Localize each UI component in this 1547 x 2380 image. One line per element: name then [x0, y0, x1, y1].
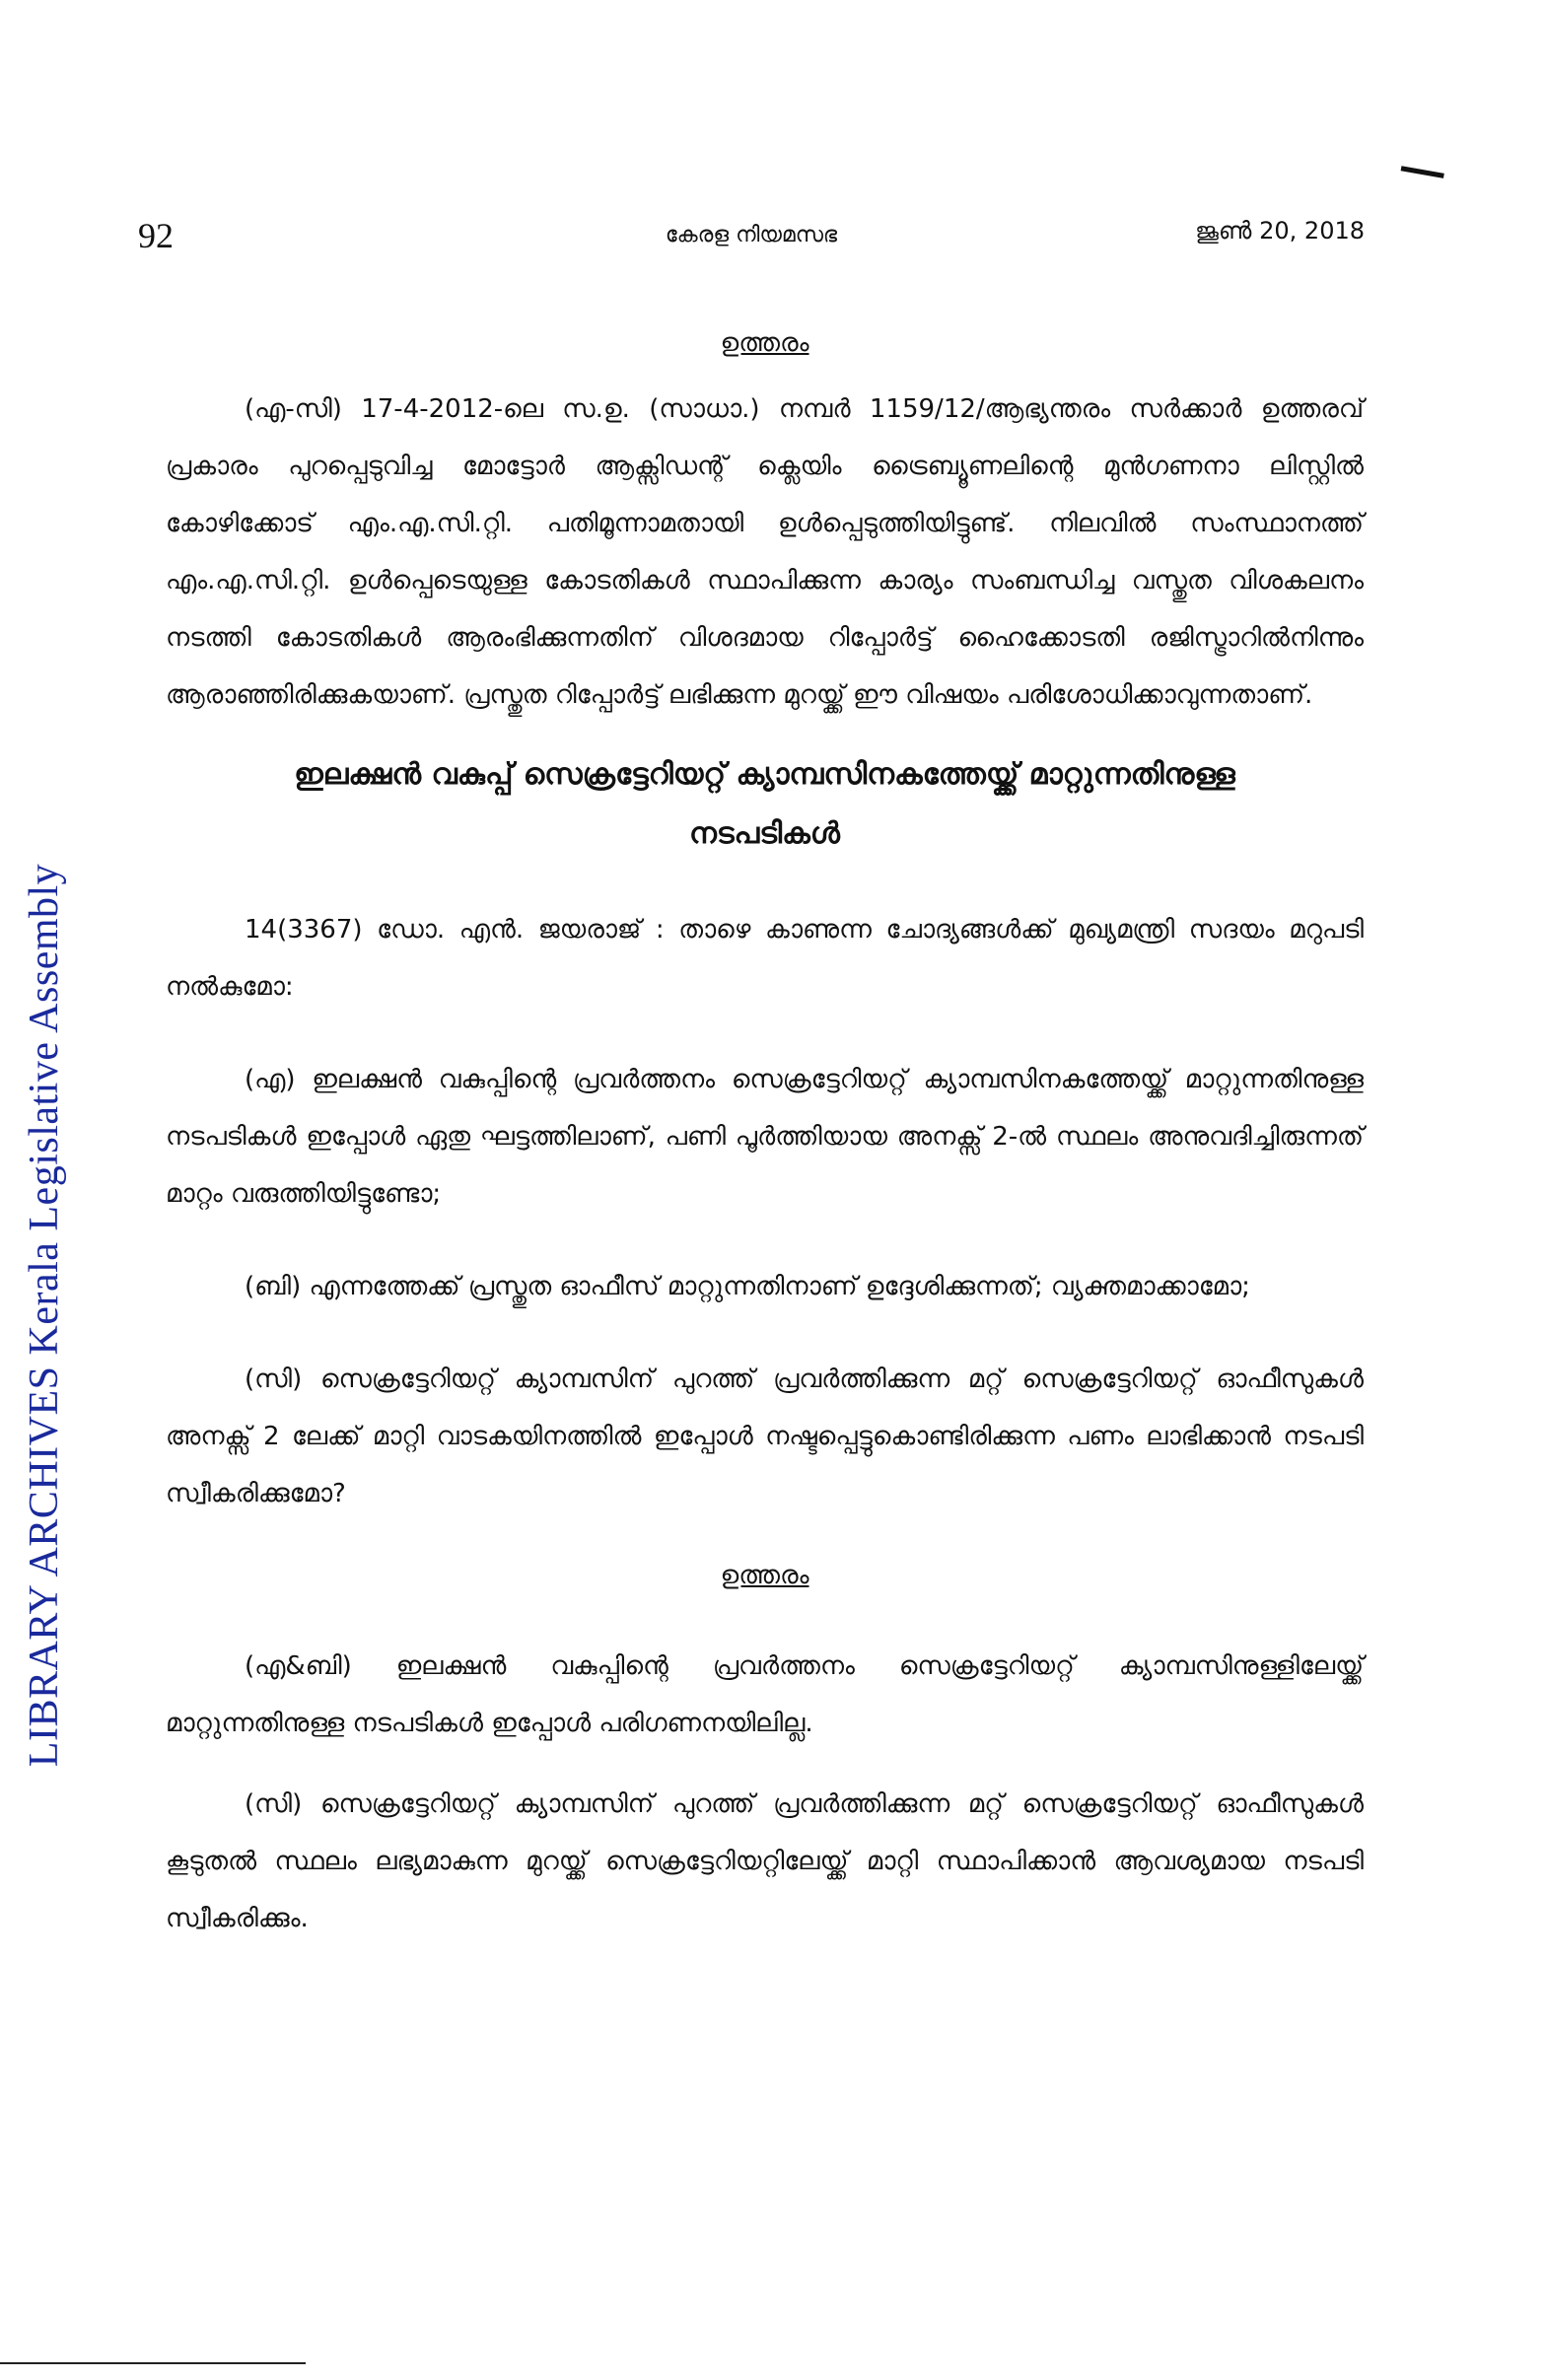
question-title-line-2: നടപടികൾ: [689, 816, 840, 852]
answer-heading: ഉത്തരം: [720, 1561, 809, 1591]
question-title: [166, 745, 1364, 864]
question-part-c: (സി) സെക്രട്ടേറിയറ്റ് ക്യാമ്പസിന് പുറത്ത് പ്രവർത്തിക്കുന്ന മറ്റ് സെക്രട്ടേറിയറ്റ് ഓഫീസുകൾ അനക്സ് 2 ലേക്ക് മാറ്റി വാടകയിനത്തിൽ ഇപ്പോൾ നഷ്ടപ്പെട്ടുകൊണ്ടിരിക്കുന്ന പണം ലാഭിക്കാൻ നടപടി സ്വീകരിക്കുമോ?: [166, 1365, 1364, 1509]
page-number: 92: [138, 216, 174, 255]
question-part-b: (ബി) എന്നത്തേക്ക് പ്രസ്തുത ഓഫീസ് മാറ്റുന്നതിനാണ് ഉദ്ദേശിക്കുന്നത്; വ്യക്തമാക്കാമോ;: [245, 1272, 1250, 1302]
archive-watermark: LIBRARY ARCHIVES Kerala Legislative Assembly: [22, 863, 67, 1768]
previous-answer-text: (എ-സി) 17-4-2012-ലെ സ.ഉ. (സാധാ.) നമ്പർ 1159/12/ആഭ്യന്തരം സർക്കാർ ഉത്തരവ് പ്രകാരം പുറപ്പെടുവിച്ച മോട്ടോർ ആക്സിഡന്റ് ക്ലെയിം ട്രൈബ്യൂണലിന്റെ മുൻഗണനാ ലിസ്റ്റിൽ കോഴിക്കോട് എം.എ.സി.റ്റി. പതിമൂന്നാമതായി ഉൾപ്പെടുത്തിയിട്ടുണ്ട്. നിലവിൽ സംസ്ഥാനത്ത് എം.എ.സി.റ്റി. ഉൾപ്പെടെയുള്ള കോടതികൾ സ്ഥാപിക്കുന്ന കാര്യം സംബന്ധിച്ച വസ്തുത വിശകലനം നടത്തി കോടതികൾ ആരംഭിക്കുന്നതിന് വിശദമായ റിപ്പോർട്ട് ഹൈക്കോടതി രജിസ്ട്രാറിൽനിന്നും ആരാഞ്ഞിരിക്കുകയാണ്. പ്രസ്തുത റിപ്പോർട്ട് ലഭിക്കുന്ന മുറയ്ക്ക് ഈ വിഷയം പരിശോധിക്കാവുന്നതാണ്.: [166, 394, 1364, 711]
header-date: ജൂൺ 20, 2018: [1195, 217, 1365, 245]
question-intro: 14(3367) ഡോ. എൻ. ജയരാജ് : താഴെ കാണുന്ന ചോദ്യങ്ങൾക്ക് മുഖ്യമന്ത്രി സദയം മറുപടി നൽകുമോ:: [166, 915, 1364, 1003]
corner-mark: [1399, 166, 1444, 185]
footer-rule: [0, 2362, 306, 2364]
question-part-a: (എ) ഇലക്ഷൻ വകുപ്പിന്റെ പ്രവർത്തനം സെക്രട്ടേറിയറ്റ് ക്യാമ്പസിനകത്തേയ്ക്ക് മാറ്റുന്നതിനുള്ള നടപടികൾ ഇപ്പോൾ ഏതു ഘട്ടത്തിലാണ്, പണി പൂർത്തിയായ അനക്സ് 2-ൽ സ്ഥലം അനുവദിച്ചിരുന്നത് മാറ്റം വരുത്തിയിട്ടുണ്ടോ;: [166, 1065, 1364, 1210]
answer-part-ab: (എ&ബി) ഇലക്ഷൻ വകുപ്പിന്റെ പ്രവർത്തനം സെക്രട്ടേറിയറ്റ് ക്യാമ്പസിനുള്ളിലേയ്ക്ക് മാറ്റുന്നതിനുള്ള നടപടികൾ ഇപ്പോൾ പരിഗണനയിലില്ല.: [166, 1650, 1364, 1738]
page-content: [166, 325, 1364, 1947]
previous-answer-heading: ഉത്തരം: [720, 328, 809, 358]
running-title: കേരള നിയമസഭ: [665, 223, 838, 247]
answer-part-c: (സി) സെക്രട്ടേറിയറ്റ് ക്യാമ്പസിന് പുറത്ത് പ്രവർത്തിക്കുന്ന മറ്റ് സെക്രട്ടേറിയറ്റ് ഓഫീസുകൾ കൂടുതൽ സ്ഥലം ലഭ്യമാകുന്ന മുറയ്ക്ക് സെക്രട്ടേറിയറ്റിലേയ്ക്ക് മാറ്റി സ്ഥാപിക്കാൻ ആവശ്യമായ നടപടി സ്വീകരിക്കും.: [166, 1788, 1364, 1933]
question-title-line-1: ഇലക്ഷൻ വകുപ്പ് സെക്രട്ടേറിയറ്റ് ക്യാമ്പസിനകത്തേയ്ക്ക് മാറ്റുന്നതിനുള്ള: [294, 757, 1235, 793]
page-header: [138, 215, 1365, 264]
